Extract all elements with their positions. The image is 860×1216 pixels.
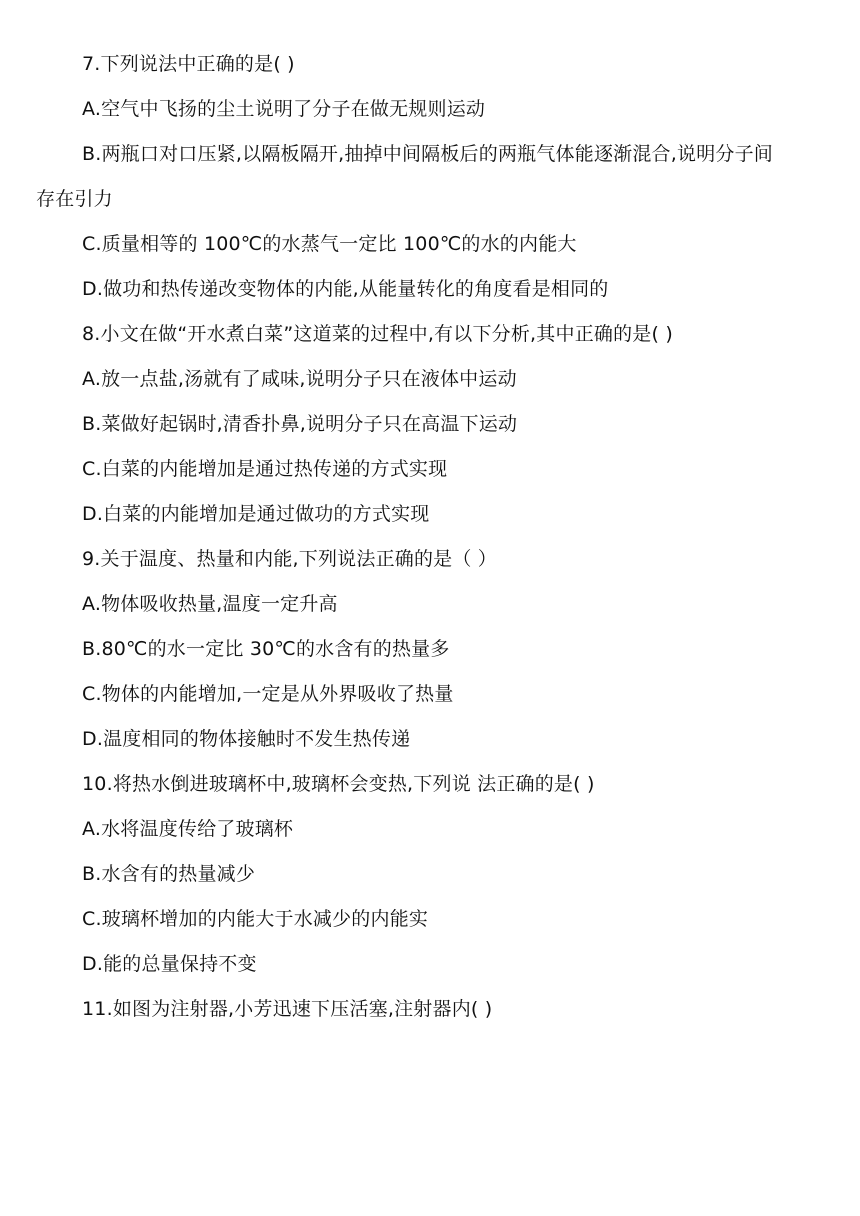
question-10-stem: 10.将热水倒进玻璃杯中,玻璃杯会变热,下列说 法正确的是( ) [82, 773, 595, 795]
question-7-option-c: C.质量相等的 100℃的水蒸气一定比 100℃的水的内能大 [82, 233, 577, 255]
question-8-stem: 8.小文在做“开水煮白菜”这道菜的过程中,有以下分析,其中正确的是( ) [82, 323, 673, 345]
question-10-option-a: A.水将温度传给了玻璃杯 [82, 818, 294, 840]
question-8-option-c: C.白菜的内能增加是通过热传递的方式实现 [82, 458, 448, 480]
question-8-option-a: A.放一点盐,汤就有了咸味,说明分子只在液体中运动 [82, 368, 517, 390]
question-10-option-c: C.玻璃杯增加的内能大于水减少的内能实 [82, 908, 429, 930]
question-9-option-a: A.物体吸收热量,温度一定升高 [82, 593, 338, 615]
question-7-stem: 7.下列说法中正确的是( ) [82, 53, 295, 75]
question-11-stem: 11.如图为注射器,小芳迅速下压活塞,注射器内( ) [82, 998, 493, 1020]
question-7-option-b: B.两瓶口对口压紧,以隔板隔开,抽掉中间隔板后的两瓶气体能逐渐混合,说明分子间 [82, 143, 773, 165]
question-10-option-b: B.水含有的热量减少 [82, 863, 256, 885]
question-7-option-d: D.做功和热传递改变物体的内能,从能量转化的角度看是相同的 [82, 278, 609, 300]
question-8-option-d: D.白菜的内能增加是通过做功的方式实现 [82, 503, 430, 525]
question-7-option-b-continuation: 存在引力 [36, 188, 113, 210]
question-7-option-a: A.空气中飞扬的尘土说明了分子在做无规则运动 [82, 98, 486, 120]
question-9-option-d: D.温度相同的物体接触时不发生热传递 [82, 728, 411, 750]
question-8-option-b: B.菜做好起锅时,清香扑鼻,说明分子只在高温下运动 [82, 413, 518, 435]
question-9-option-c: C.物体的内能增加,一定是从外界吸收了热量 [82, 683, 454, 705]
question-9-stem: 9.关于温度、热量和内能,下列说法正确的是（ ） [82, 548, 498, 570]
question-9-option-b: B.80℃的水一定比 30℃的水含有的热量多 [82, 638, 450, 660]
question-10-option-d: D.能的总量保持不变 [82, 953, 257, 975]
